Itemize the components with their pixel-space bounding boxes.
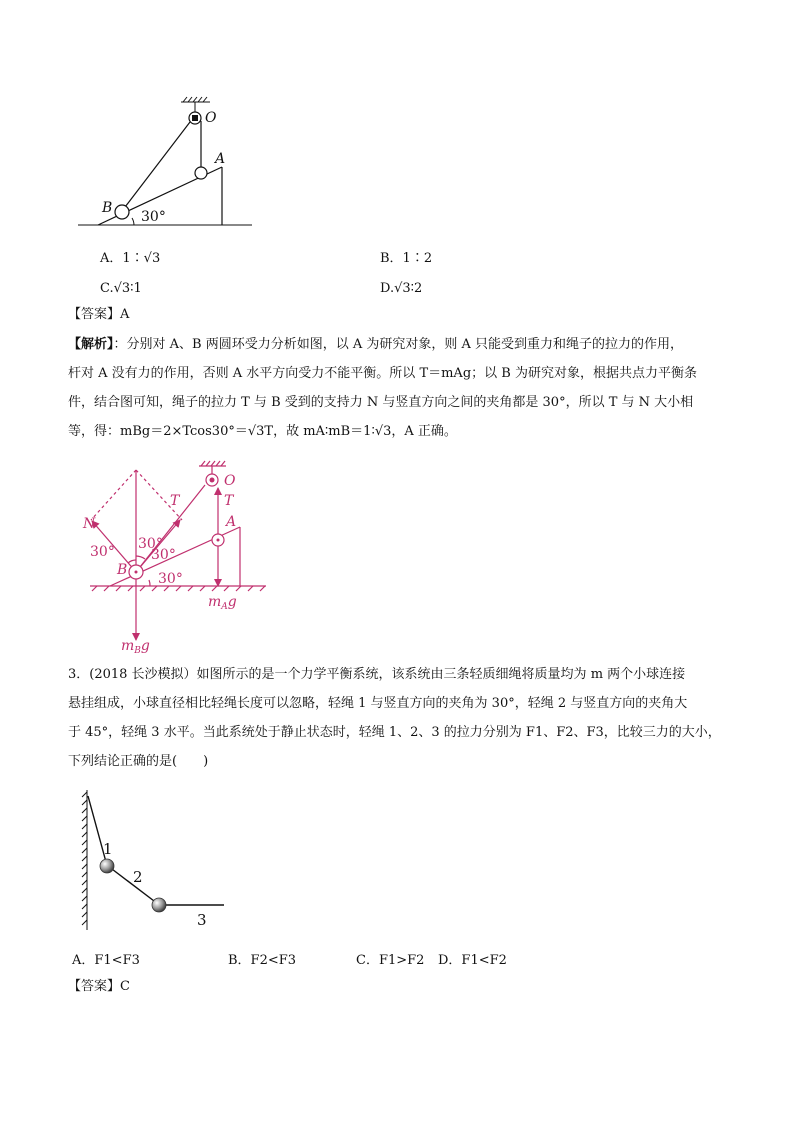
option-B: B．1∶2 [380,251,433,266]
explanation-line-3: 件，结合图可知，绳子的拉力 T 与 B 受到的支持力 N 与竖直方向之间的夹角都是 30°，所以 T 与 N 大小相 [68,395,694,410]
explanation-line-4: 等，得：mBg＝2×Tcos30°＝√3T，故 mA∶mB＝1∶√3，A 正确。 [68,424,457,439]
answer-3: 【答案】C [68,979,130,994]
label-O-2: O [224,473,236,489]
option-D: D.√3∶2 [380,281,423,296]
q3-option-B: B．F2<F3 [228,953,297,968]
label-A: A [215,151,226,167]
angle-label: 30° [141,209,166,225]
explanation-line-2: 杆对 A 没有力的作用，否则 A 水平方向受力不能平衡。所以 T＝mAg；以 B 为研究对象，根据共点力平衡条 [68,366,697,381]
label-T-upper: T [224,493,234,509]
q3-option-D: D．F1<F2 [438,953,507,968]
label-O: O [205,110,217,126]
option-C: C.√3∶1 [100,281,142,296]
rope-label-3: 3 [197,911,207,929]
answer-1: 【答案】A [68,307,130,322]
angle-30-mid: 30° [151,547,176,563]
explanation-line-1: 【解析】：分别对 A、B 两圆环受力分析如图，以 A 为研究对象，则 A 只能受到重力和绳子的拉力的作用， [68,337,684,352]
option-A: A．1∶√3 [100,251,161,266]
ball-1 [100,859,114,873]
label-A-2: A [226,514,237,530]
explanation-prefix: 【解析】 [68,337,114,352]
label-mBg: $m_Bg$ [121,638,150,656]
question-3-line-2: 悬挂组成，小球直径相比轻绳长度可以忽略，轻绳 1 与竖直方向的夹角为 30°，轻绳 2 与竖直方向的夹角大 [68,696,688,711]
q3-option-C: C．F1>F2 [356,953,425,968]
label-mAg: $m_Ag$ [208,594,237,612]
rope-label-2: 2 [133,868,143,886]
label-B-2: B [117,562,128,578]
rope-label-1: 1 [103,840,113,858]
question-3-line-4: 下列结论正确的是( ) [68,754,209,769]
ball-2 [152,898,166,912]
label-N: N [83,516,96,532]
angle-30-base: 30° [158,571,183,587]
label-T-rope: T [170,493,180,509]
question-3-line-3: 于 45°，轻绳 3 水平。当此系统处于静止状态时，轻绳 1、2、3 的拉力分别为 F1、F2、F3，比较三力的大小， [68,725,721,740]
label-B: B [102,200,113,216]
q3-option-A: A．F1<F3 [72,953,140,968]
question-3-line-1: 3．(2018 长沙模拟）如图所示的是一个力学平衡系统，该系统由三条轻质细绳将质量均为 m 两个小球连接 [68,667,686,682]
angle-30-top: 30° [138,536,163,552]
angle-30-left: 30° [90,544,115,560]
